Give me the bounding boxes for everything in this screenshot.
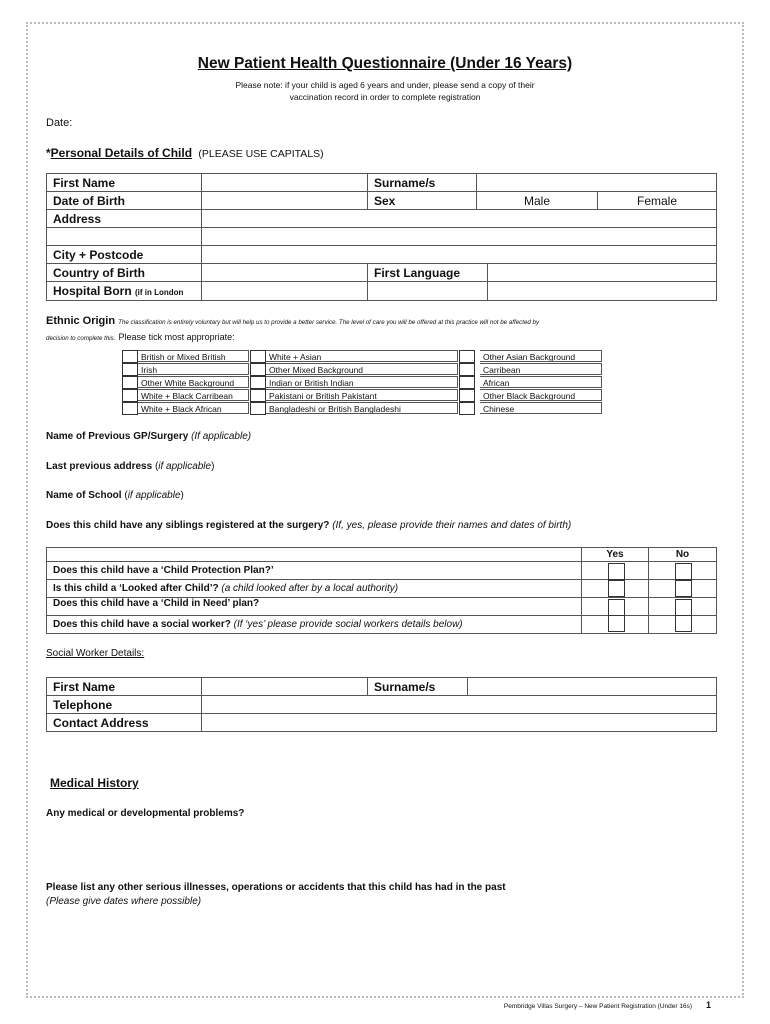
- table-row: [47, 282, 717, 301]
- table-row: [47, 714, 717, 732]
- ethnic-option: Other Mixed Background: [266, 363, 458, 375]
- child-in-need-no-checkbox[interactable]: [675, 599, 692, 616]
- social-worker-table: [46, 677, 717, 732]
- previous-gp-note: (If applicable): [191, 431, 252, 442]
- ethnic-checkbox[interactable]: [250, 389, 266, 402]
- table-row: [47, 228, 717, 246]
- social-worker-no-checkbox[interactable]: [675, 615, 692, 632]
- ethnic-origin-note1: The classification is entirely voluntary but will help us to provide a better service. The level of care you will be offered at this practice will not be affected by: [118, 319, 540, 326]
- medical-problems-question: Any medical or developmental problems?: [46, 808, 245, 819]
- required-star: *: [46, 146, 51, 160]
- table-row: [47, 548, 717, 562]
- sw-telephone-field[interactable]: [202, 696, 717, 714]
- ethnic-option: White + Black Carribean: [138, 389, 249, 401]
- serious-illness-question: Please list any other serious illnesses, operations or accidents that this child has had in the past: [46, 882, 506, 893]
- ethnic-checkbox[interactable]: [122, 363, 138, 376]
- ethnic-option: African: [480, 376, 602, 388]
- address-field[interactable]: [202, 210, 717, 228]
- sw-contact-address-label: Contact Address: [47, 714, 202, 732]
- first-name-label: First Name: [47, 174, 202, 192]
- ethnic-option: White + Asian: [266, 350, 458, 362]
- ethnic-checkbox[interactable]: [459, 389, 475, 402]
- ethnic-origin-instruction: Please tick most appropriate:: [118, 332, 235, 342]
- looked-after-question: [47, 580, 582, 598]
- ethnic-option: Irish: [138, 363, 249, 375]
- looked-after-label: Is this child a ‘Looked after Child’?: [53, 583, 219, 594]
- address-continued-label: [47, 228, 202, 246]
- ethnic-option: Indian or British Indian: [266, 376, 458, 388]
- last-address-label: Last previous address: [46, 461, 153, 472]
- page-title: New Patient Health Questionnaire (Under 16 Years): [197, 55, 573, 72]
- sw-telephone-label: Telephone: [47, 696, 202, 714]
- protection-plan-yes-checkbox[interactable]: [608, 563, 625, 580]
- surname-field[interactable]: [477, 174, 717, 192]
- school-note: if applicable: [127, 490, 181, 501]
- personal-details-title: Personal Details of Child: [50, 146, 193, 160]
- sex-male-option[interactable]: Male: [477, 192, 598, 210]
- table-row: [47, 210, 717, 228]
- ethnic-checkbox[interactable]: [250, 402, 266, 415]
- ethnic-checkbox[interactable]: [122, 389, 138, 402]
- ethnic-checkbox[interactable]: [459, 363, 475, 376]
- ethnic-option: Pakistani or British Pakistant: [266, 389, 458, 401]
- ethnic-origin-heading: Ethnic Origin: [46, 315, 116, 327]
- ethnic-checkbox[interactable]: [250, 350, 266, 363]
- country-of-birth-field[interactable]: [202, 264, 368, 282]
- school-paren-open: (: [124, 490, 128, 501]
- ethnic-checkbox[interactable]: [250, 376, 266, 389]
- ethnic-option: Carribean: [480, 363, 602, 375]
- ethnic-option: Other White Background: [138, 376, 249, 388]
- vaccination-note-line1: Please note: if your child is aged 6 years and under, please send a copy of their: [235, 80, 535, 90]
- ethnic-option: Bangladeshi or British Bangladeshi: [266, 402, 458, 414]
- ethnic-option: British or Mixed British: [138, 350, 249, 362]
- personal-details-heading: [46, 146, 324, 160]
- previous-gp-label: Name of Previous GP/Surgery: [46, 431, 189, 442]
- social-worker-note: (If ‘yes’ please provide social workers details below): [233, 619, 463, 630]
- social-worker-question: [47, 616, 582, 634]
- looked-after-yes-checkbox[interactable]: [608, 580, 625, 597]
- dob-label: Date of Birth: [47, 192, 202, 210]
- ethnic-checkbox[interactable]: [459, 402, 475, 415]
- social-worker-yes-checkbox[interactable]: [608, 615, 625, 632]
- no-header: No: [649, 548, 717, 562]
- hospital-born-label: [47, 282, 202, 301]
- ethnic-checkbox[interactable]: [122, 402, 138, 415]
- first-language-label: First Language: [368, 264, 488, 282]
- hospital-blank-cell: [368, 282, 488, 301]
- table-row: [47, 264, 717, 282]
- table-row: [47, 678, 717, 696]
- serious-illness-note: (Please give dates where possible): [46, 896, 202, 907]
- personal-details-table: [46, 173, 717, 301]
- first-name-field[interactable]: [202, 174, 368, 192]
- medical-history-heading: Medical History: [50, 776, 139, 790]
- table-row: [47, 246, 717, 264]
- city-postcode-field[interactable]: [202, 246, 717, 264]
- hospital-born-note: (if in London: [135, 288, 184, 297]
- sw-surname-field[interactable]: [468, 678, 717, 696]
- school-paren-close: ): [180, 490, 184, 501]
- hospital-born-text: Hospital Born: [53, 284, 132, 298]
- page-border: [26, 22, 744, 998]
- ethnic-option: Chinese: [480, 402, 602, 414]
- last-address-line: [46, 461, 214, 472]
- sw-first-name-field[interactable]: [202, 678, 368, 696]
- ethnic-option: Other Asian Background: [480, 350, 602, 362]
- siblings-label: Does this child have any siblings registered at the surgery?: [46, 520, 330, 531]
- sex-label: Sex: [368, 192, 477, 210]
- school-label: Name of School: [46, 490, 122, 501]
- ethnic-origin-intro: [46, 315, 736, 329]
- first-language-field[interactable]: [488, 264, 717, 282]
- social-worker-label: Does this child have a social worker?: [53, 619, 231, 630]
- ethnic-checkbox[interactable]: [122, 376, 138, 389]
- protection-plan-question: Does this child have a ‘Child Protection Plan?’: [47, 562, 582, 580]
- siblings-note: (If, yes, please provide their names and dates of birth): [332, 520, 572, 531]
- date-label: Date:: [46, 117, 73, 129]
- social-worker-heading: Social Worker Details:: [46, 648, 145, 659]
- last-address-note: if applicable: [158, 461, 212, 472]
- protection-plan-no-checkbox[interactable]: [675, 563, 692, 580]
- yes-header: Yes: [582, 548, 649, 562]
- last-address-paren-close: ): [211, 461, 215, 472]
- city-postcode-label: City + Postcode: [47, 246, 202, 264]
- child-in-need-yes-checkbox[interactable]: [608, 599, 625, 616]
- ethnic-checkbox[interactable]: [250, 363, 266, 376]
- previous-gp-line: [46, 431, 251, 442]
- hospital-born-field[interactable]: [202, 282, 368, 301]
- footer-text: Pembridge Villas Surgery – New Patient Registration (Under 16s): [503, 1003, 692, 1010]
- table-row: [47, 696, 717, 714]
- address-line2-field[interactable]: [202, 228, 717, 246]
- ethnic-options-grid: [122, 350, 602, 415]
- personal-details-note: (PLEASE USE CAPITALS): [198, 148, 324, 160]
- looked-after-no-checkbox[interactable]: [675, 580, 692, 597]
- ethnic-checkbox[interactable]: [122, 350, 138, 363]
- ethnic-origin-note2: decision to complete this.: [46, 335, 116, 342]
- sex-female-option[interactable]: Female: [598, 192, 717, 210]
- sw-contact-address-field[interactable]: [202, 714, 717, 732]
- looked-after-note: (a child looked after by a local authority): [221, 583, 399, 594]
- hospital-blank-cell-2: [488, 282, 717, 301]
- ethnic-origin-intro-2: [46, 331, 235, 345]
- ethnic-option: Other Black Background: [480, 389, 602, 401]
- ethnic-checkbox[interactable]: [459, 350, 475, 363]
- school-line: [46, 490, 184, 501]
- ethnic-checkbox[interactable]: [459, 376, 475, 389]
- country-of-birth-label: Country of Birth: [47, 264, 202, 282]
- sw-first-name-label: First Name: [47, 678, 202, 696]
- siblings-line: [46, 520, 571, 531]
- table-row: [47, 174, 717, 192]
- sw-surname-label: Surname/s: [368, 678, 468, 696]
- protection-header-blank: [47, 548, 582, 562]
- vaccination-note-line2: vaccination record in order to complete registration: [289, 92, 481, 102]
- page-number: 1: [706, 1000, 712, 1010]
- ethnic-option: White + Black African: [138, 402, 249, 414]
- last-address-paren-open: (: [154, 461, 159, 472]
- dob-field[interactable]: [202, 192, 368, 210]
- surname-label: Surname/s: [368, 174, 477, 192]
- child-in-need-question: Does this child have a ‘Child in Need’ plan?: [47, 598, 582, 616]
- table-row: [47, 192, 717, 210]
- address-label: Address: [47, 210, 202, 228]
